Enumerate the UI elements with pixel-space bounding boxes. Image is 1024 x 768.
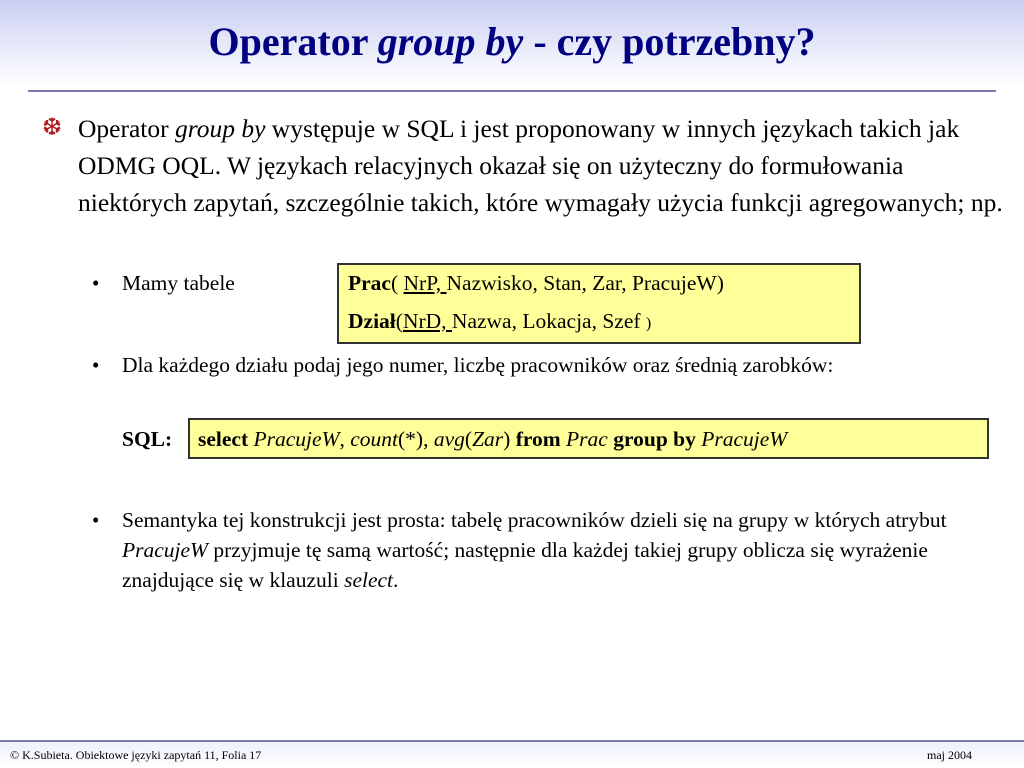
schema-prac-name: Prac (348, 271, 391, 295)
schema-prac-key: NrP, (403, 271, 447, 295)
sql-attr-zar: Zar (472, 427, 504, 451)
sub-bullet-dot-3: • (92, 508, 100, 532)
sql-sep: ( (464, 427, 473, 451)
sql-attr-pracujew: PracujeW (248, 427, 340, 451)
snowflake-bullet-icon: ❆ (42, 115, 63, 141)
schema-dzial-close: ) (645, 315, 652, 332)
sql-kw-from: from (515, 427, 561, 451)
sql-kw-group-by: group by (613, 427, 696, 451)
semantics-part2: przyjmuje tę samą wartość; następnie dla każdej takiej grupy oblicza się wyrażenie znajdujące się w klauzuli (122, 538, 928, 592)
footer-date: maj 2004 (927, 748, 972, 762)
sql-attr-pracujew-2: PracujeW (695, 427, 788, 451)
sql-fn-avg: avg (433, 427, 465, 451)
sql-table-prac: Prac (560, 427, 614, 451)
schema-prac-open: ( (390, 271, 404, 295)
sub-bullet-tables-label: Mamy tabele (122, 271, 235, 295)
bullet-main-part1: Operator (78, 114, 175, 143)
footer (0, 742, 1024, 768)
sub-bullet-dot-2: • (92, 353, 100, 377)
sql-sep: (*), (398, 427, 434, 451)
schema-dzial-open: ( (395, 309, 403, 333)
bullet-main-part2: występuje w SQL i jest proponowany w innych językach takich jak ODMG OQL. W językach relacyjnych okazał się on użyteczny do formułowania niektórych zapytań, szczególnie takich, które wymagały użycia funkcji agregowanych; np. (78, 114, 1003, 217)
sub-bullet-query-text: Dla każdego działu podaj jego numer, liczbę pracowników oraz średnią zarobków: (122, 353, 834, 377)
sql-kw-select: select (198, 427, 249, 451)
sql-label: SQL: (122, 427, 173, 451)
bullet-main-text (78, 110, 1008, 221)
sql-fn-count: count (350, 427, 399, 451)
sql-query (198, 424, 787, 454)
footer-copyright: © K.Subieta. Obiektowe języki zapytań 11, Folia 17 (10, 748, 262, 762)
semantics-part3: . (393, 568, 399, 592)
title-suffix: - czy potrzebny? (523, 19, 816, 64)
schema-box (337, 263, 861, 344)
sql-box (188, 418, 989, 459)
sql-sep: ) (503, 427, 516, 451)
sub-bullet-dot-1: • (92, 271, 100, 295)
schema-prac (348, 268, 724, 298)
sql-sep: , (339, 427, 351, 451)
schema-dzial-key: NrD, (402, 309, 452, 333)
sub-bullet-semantics-text (122, 505, 1002, 595)
schema-dzial-rest: Nazwa, Lokacja, Szef (451, 309, 646, 333)
semantics-italic-pracujew: PracujeW (122, 538, 208, 562)
title-prefix: Operator (208, 19, 378, 64)
schema-dzial-name: Dział (348, 309, 396, 333)
bullet-main-italic: group by (175, 114, 266, 143)
schema-dzial (348, 306, 651, 339)
semantics-part1: Semantyka tej konstrukcji jest prosta: tabelę pracowników dzieli się na grupy w których atrybut (122, 508, 947, 532)
semantics-italic-select: select (344, 568, 394, 592)
title-italic: group by (377, 19, 524, 64)
schema-prac-rest: Nazwisko, Stan, Zar, PracujeW) (446, 271, 724, 295)
